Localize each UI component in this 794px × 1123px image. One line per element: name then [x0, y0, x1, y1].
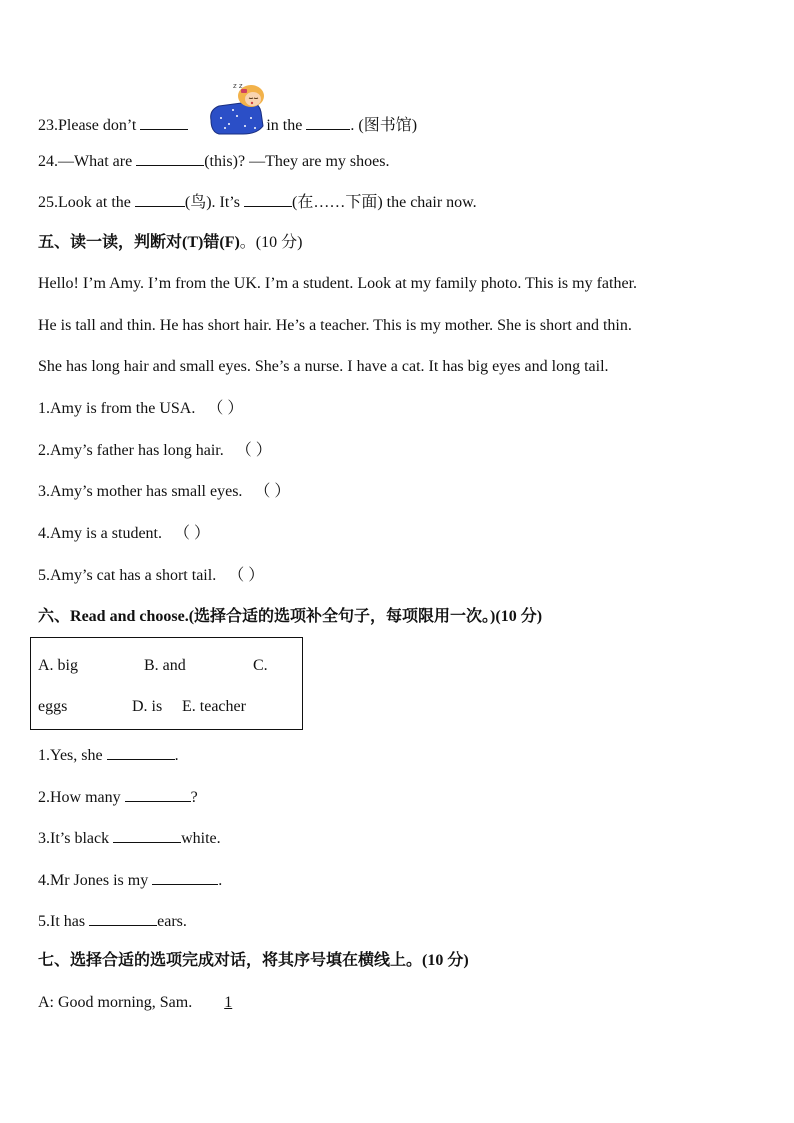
judge-item-4-answer[interactable]: （ ）: [174, 525, 211, 542]
dialogue-line-1: [38, 993, 260, 1013]
choose-item-5-post: ears.: [157, 913, 187, 930]
judge-item-1-text: 1.Amy is from the USA.: [38, 400, 196, 417]
option-b: B. and: [144, 657, 186, 674]
section-6-title: [38, 607, 542, 627]
judge-item-2-text: 2.Amy’s father has long hair.: [38, 442, 224, 459]
options-box: [30, 637, 303, 730]
dialogue-line-1-answer[interactable]: 1: [224, 994, 233, 1011]
judge-item-5-answer[interactable]: （ ）: [228, 567, 265, 584]
q25-blank-2[interactable]: [244, 191, 292, 207]
svg-text:z z: z z: [233, 82, 243, 90]
q23-blank-1[interactable]: [140, 114, 188, 130]
choose-item-3-blank[interactable]: [113, 827, 181, 843]
section-6-title-score: (10 分): [495, 608, 543, 625]
option-c-label: C.: [253, 657, 268, 674]
section-5-title-mid: 错: [203, 234, 220, 251]
section-5-title-t: (T): [182, 234, 204, 251]
option-d: D. is: [132, 698, 163, 715]
choose-item-2-post: ?: [190, 789, 198, 806]
passage-line-3: She has long hair and small eyes. She’s a nurse. I have a cat. It has big eyes and long tail.: [38, 358, 609, 375]
q23-text-mid: in the: [266, 117, 303, 134]
option-e: E. teacher: [182, 698, 246, 715]
q24-text-pre: 24.—What are: [38, 153, 133, 170]
choose-item-5-text: 5.It has: [38, 913, 86, 930]
section-5-title-score: 。(10 分): [239, 234, 303, 251]
question-25: [38, 191, 477, 213]
section-7-title: [38, 951, 469, 971]
question-24: [38, 150, 389, 172]
choose-item-4-post: .: [218, 872, 223, 889]
q23-text-pre: 23.Please don’t: [38, 117, 137, 134]
choose-item-4-blank[interactable]: [152, 869, 218, 885]
choose-item-1: [38, 744, 179, 766]
option-c-word: eggs: [38, 698, 68, 715]
section-6-title-en: Read and choose.: [70, 608, 189, 625]
choose-item-3-text: 3.It’s black: [38, 830, 110, 847]
choose-item-3-post: white.: [181, 830, 221, 847]
section-6-title-pre: 六、: [38, 608, 71, 625]
choose-item-1-post: .: [174, 747, 179, 764]
choose-item-2-blank[interactable]: [125, 786, 191, 802]
choose-item-2: [38, 786, 198, 808]
q25-text-mid: (鸟). It’s: [184, 194, 240, 211]
choose-item-1-blank[interactable]: [107, 744, 175, 760]
section-5-title-f: (F): [219, 234, 240, 251]
choose-item-5: [38, 910, 187, 932]
q23-text-post: . (图书馆): [350, 117, 418, 134]
passage-line-1: Hello! I’m Amy. I’m from the UK. I’m a student. Look at my family photo. This is my father.: [38, 275, 638, 292]
sleeping-girl-image: [205, 80, 275, 136]
q25-blank-1[interactable]: [135, 191, 185, 207]
q24-blank[interactable]: [136, 150, 204, 166]
choose-item-3: [38, 827, 221, 849]
judge-item-3-answer[interactable]: （ ）: [254, 483, 291, 500]
dialogue-line-1-text: A: Good morning, Sam.: [38, 994, 193, 1011]
q25-text-post: (在……下面) the chair now.: [291, 194, 477, 211]
judge-item-5: [38, 566, 264, 586]
judge-item-5-text: 5.Amy’s cat has a short tail.: [38, 567, 217, 584]
option-a: A. big: [38, 657, 78, 674]
judge-item-1-answer[interactable]: （ ）: [207, 400, 244, 417]
q24-text-post: (this)? —They are my shoes.: [204, 153, 390, 170]
choose-item-4: [38, 869, 222, 891]
judge-item-4-text: 4.Amy is a student.: [38, 525, 162, 542]
judge-item-2-answer[interactable]: （ ）: [235, 442, 272, 459]
choose-item-1-text: 1.Yes, she: [38, 747, 103, 764]
choose-item-5-blank[interactable]: [89, 910, 157, 926]
q23-blank-2[interactable]: [306, 114, 350, 130]
judge-item-1: [38, 399, 243, 419]
judge-item-2: [38, 441, 272, 461]
section-6-title-cn: (选择合适的选项补全句子，每项限用一次。): [188, 608, 496, 625]
judge-item-4: [38, 524, 210, 544]
q25-text-pre: 25.Look at the: [38, 194, 131, 211]
choose-item-2-text: 2.How many: [38, 789, 121, 806]
section-5-title-pre: 五、读一读，判断对: [38, 234, 183, 251]
choose-item-4-text: 4.Mr Jones is my: [38, 872, 149, 889]
judge-item-3: [38, 482, 290, 502]
section-5-title: [38, 233, 302, 253]
judge-item-3-text: 3.Amy’s mother has small eyes.: [38, 483, 243, 500]
section-7-title-text: 七、选择合适的选项完成对话，将其序号填在横线上。(10 分): [38, 952, 469, 969]
passage-line-2: He is tall and thin. He has short hair. He’s a teacher. This is my mother. She is short and thin.: [38, 317, 632, 334]
